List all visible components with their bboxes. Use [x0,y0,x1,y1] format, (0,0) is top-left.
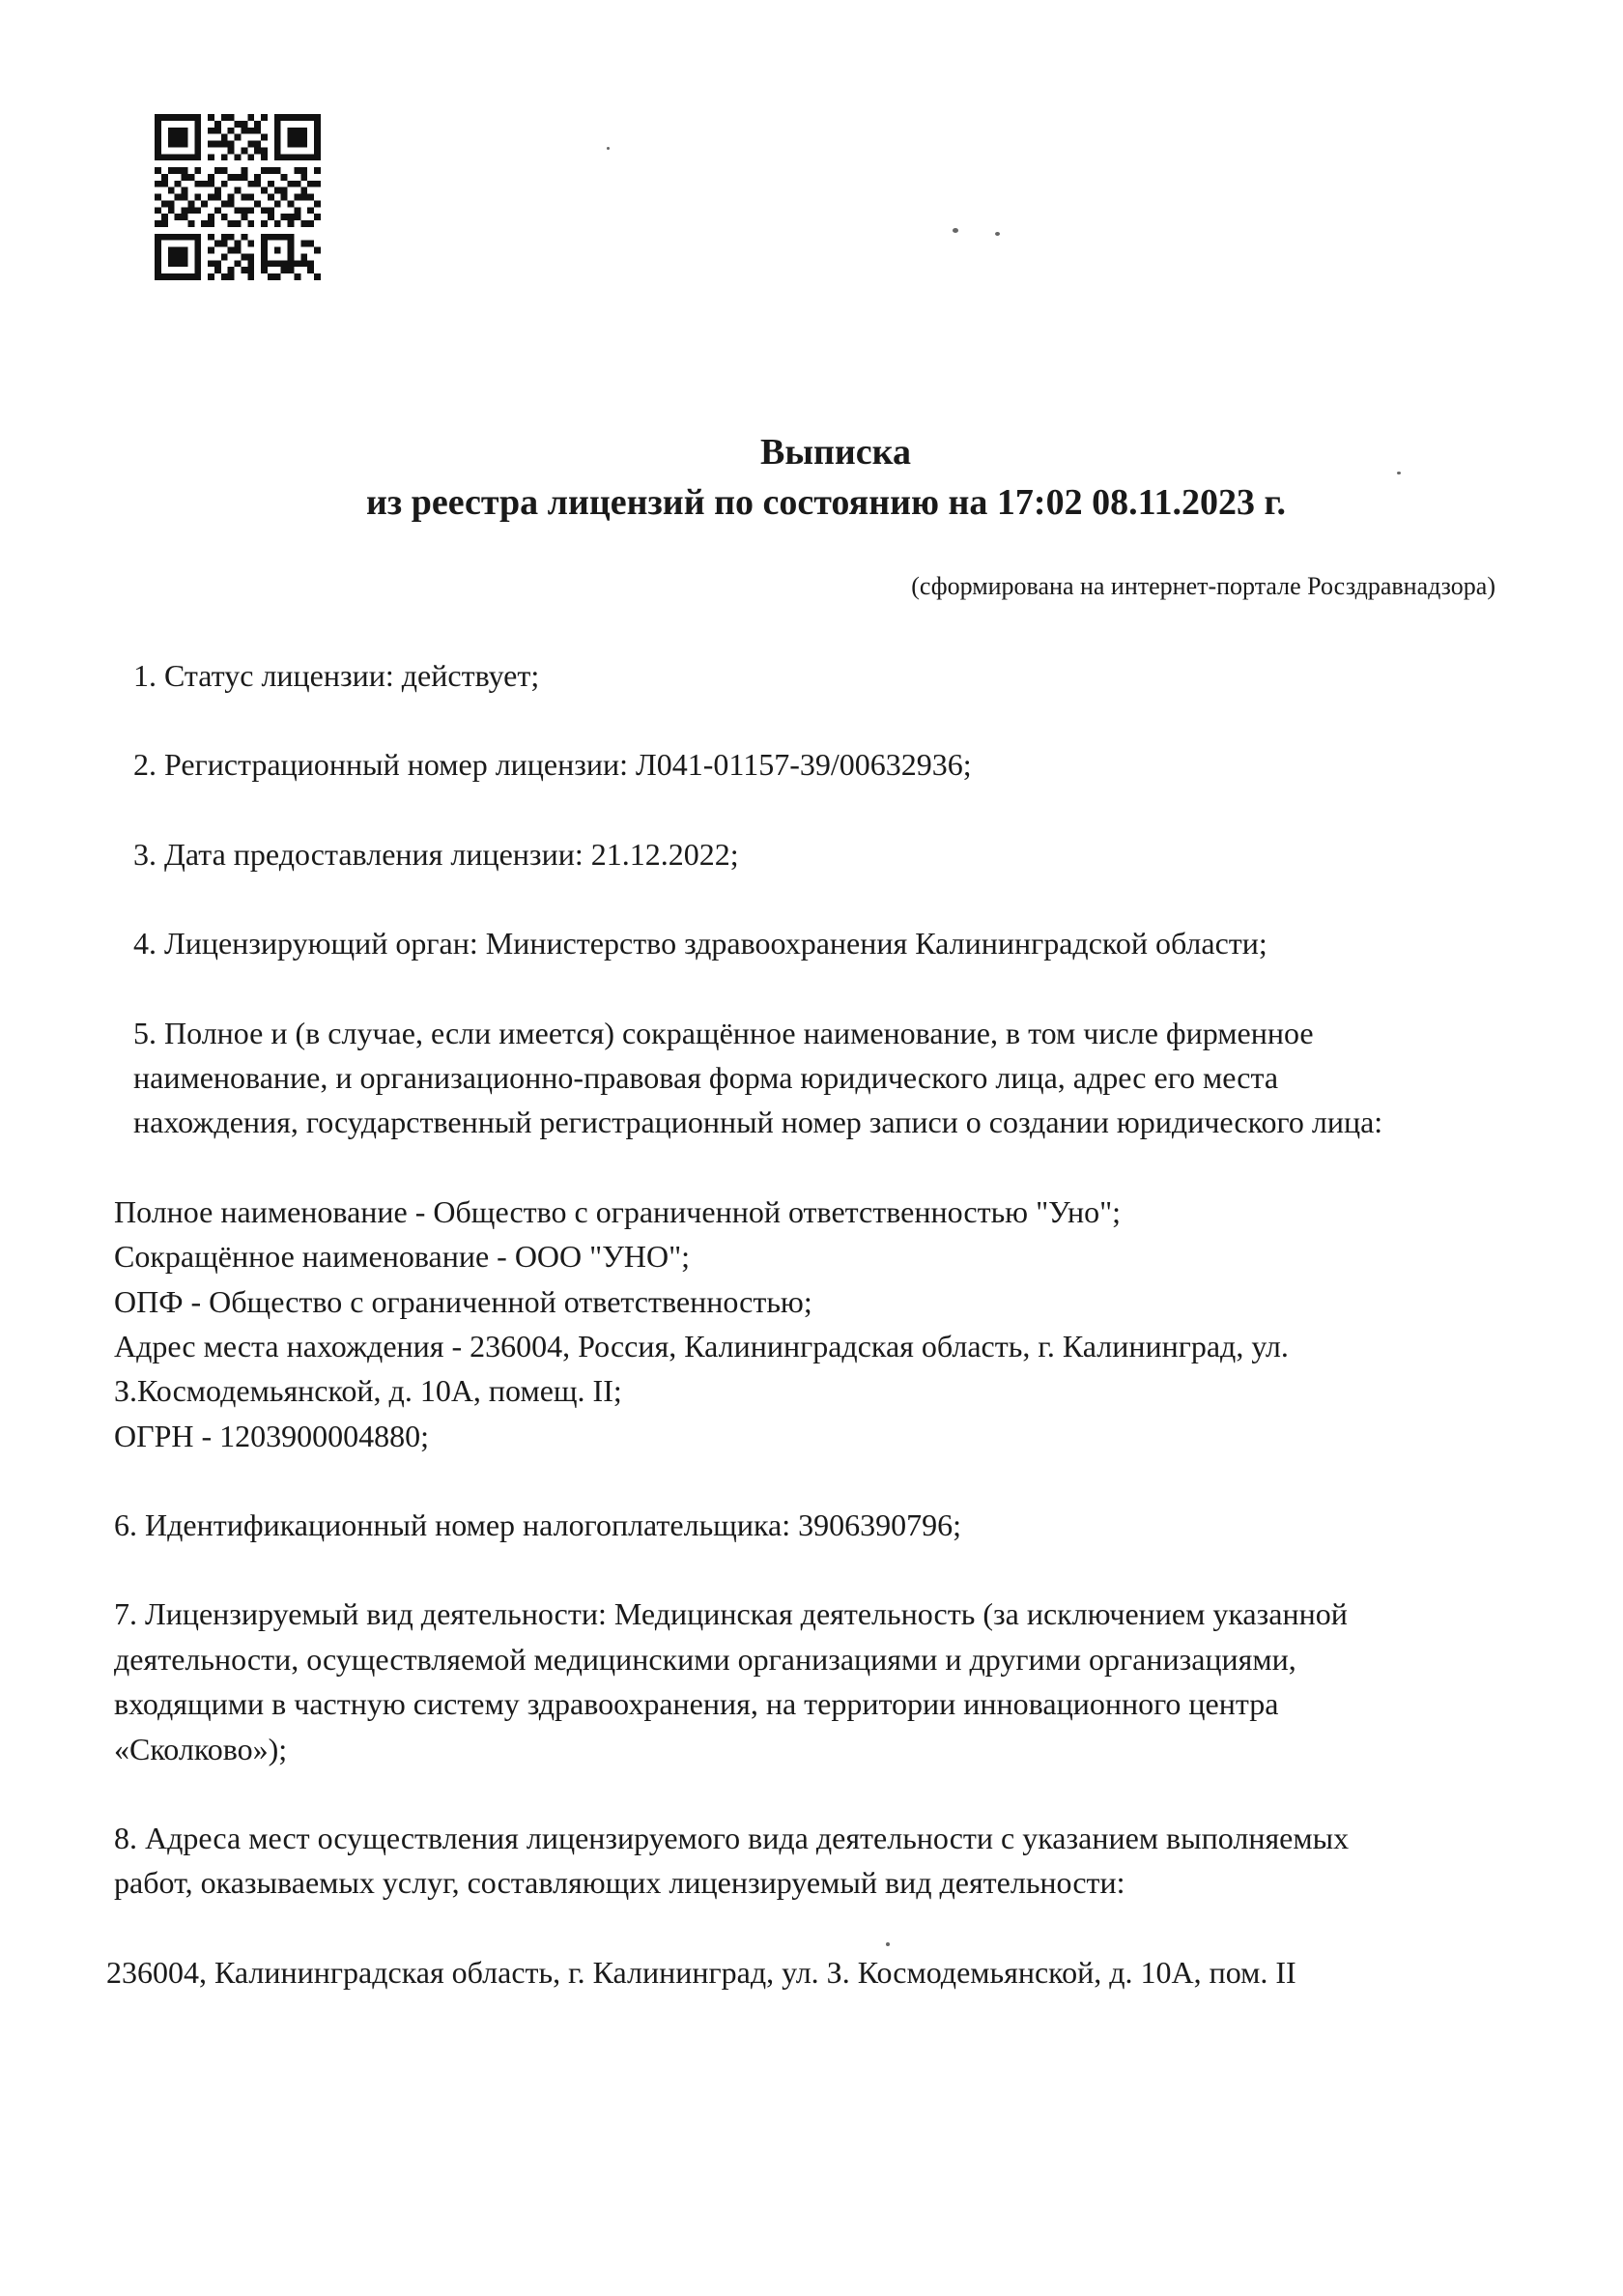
activity-line: «Сколково»); [114,1731,288,1766]
page-title: Выписка [760,432,911,473]
activity-line: деятельности, осуществляемой медицинскими организациями и другими организациями, [114,1641,1296,1677]
org-short-name: Сокращённое наименование - ООО "УНО"; [114,1239,691,1275]
licensing-authority: 4. Лицензирующий орган: Министерство здравоохранения Калининградской области; [133,926,1267,961]
activity-line: 7. Лицензируемый вид деятельности: Медицинская деятельность (за исключением указанной [114,1596,1348,1632]
activity-address: 236004, Калининградская область, г. Калининград, ул. З. Космодемьянской, д. 10А, пом. II [106,1954,1296,1990]
activity-line: входящими в частную систему здравоохранения, на территории инновационного центра [114,1686,1279,1722]
page-subtitle: из реестра лицензий по состоянию на 17:02 08.11.2023 г. [366,482,1286,523]
addresses-heading-line: 8. Адреса мест осуществления лицензируемого вида деятельности с указанием выполняемых [114,1821,1350,1856]
org-full-name: Полное наименование - Общество с ограниченной ответственностью "Уно"; [114,1193,1122,1229]
licensed-activity [114,1592,1447,1771]
qr-code-icon [155,114,321,280]
org-heading-line: 5. Полное и (в случае, если имеется) сокращённое наименование, в том числе фирменное [133,1015,1314,1050]
org-heading-line: нахождения, государственный регистрационный номер записи о создании юридического лица: [133,1105,1383,1140]
org-heading [114,1011,1447,1145]
license-issue-date: 3. Дата предоставления лицензии: 21.12.2022; [133,836,739,872]
taxpayer-id: 6. Идентификационный номер налогоплательщика: 3906390796; [114,1507,961,1543]
scan-speck [607,147,610,150]
license-reg-number: 2. Регистрационный номер лицензии: Л041-01157-39/00632936; [133,747,972,783]
org-legal-form: ОПФ - Общество с ограниченной ответственностью; [114,1283,812,1319]
org-address: Адрес места нахождения - 236004, Россия, Калининградская область, г. Калининград, ул. [114,1328,1289,1363]
document-body [106,653,1447,2039]
scan-speck [953,228,958,233]
org-heading-line: наименование, и организационно-правовая форма юридического лица, адрес его места [133,1059,1279,1095]
org-ogrn: ОГРН - 1203900004880; [114,1418,430,1453]
org-address-cont: З.Космодемьянской, д. 10А, помещ. II; [114,1373,622,1409]
addresses-heading-line: работ, оказываемых услуг, составляющих лицензируемый вид деятельности: [114,1865,1125,1901]
scan-speck [995,232,1000,236]
source-note: (сформирована на интернет-портале Росздравнадзора) [911,572,1495,600]
activity-addresses-heading [114,1816,1447,1906]
org-details [114,1190,1447,1458]
license-status: 1. Статус лицензии: действует; [133,658,540,693]
